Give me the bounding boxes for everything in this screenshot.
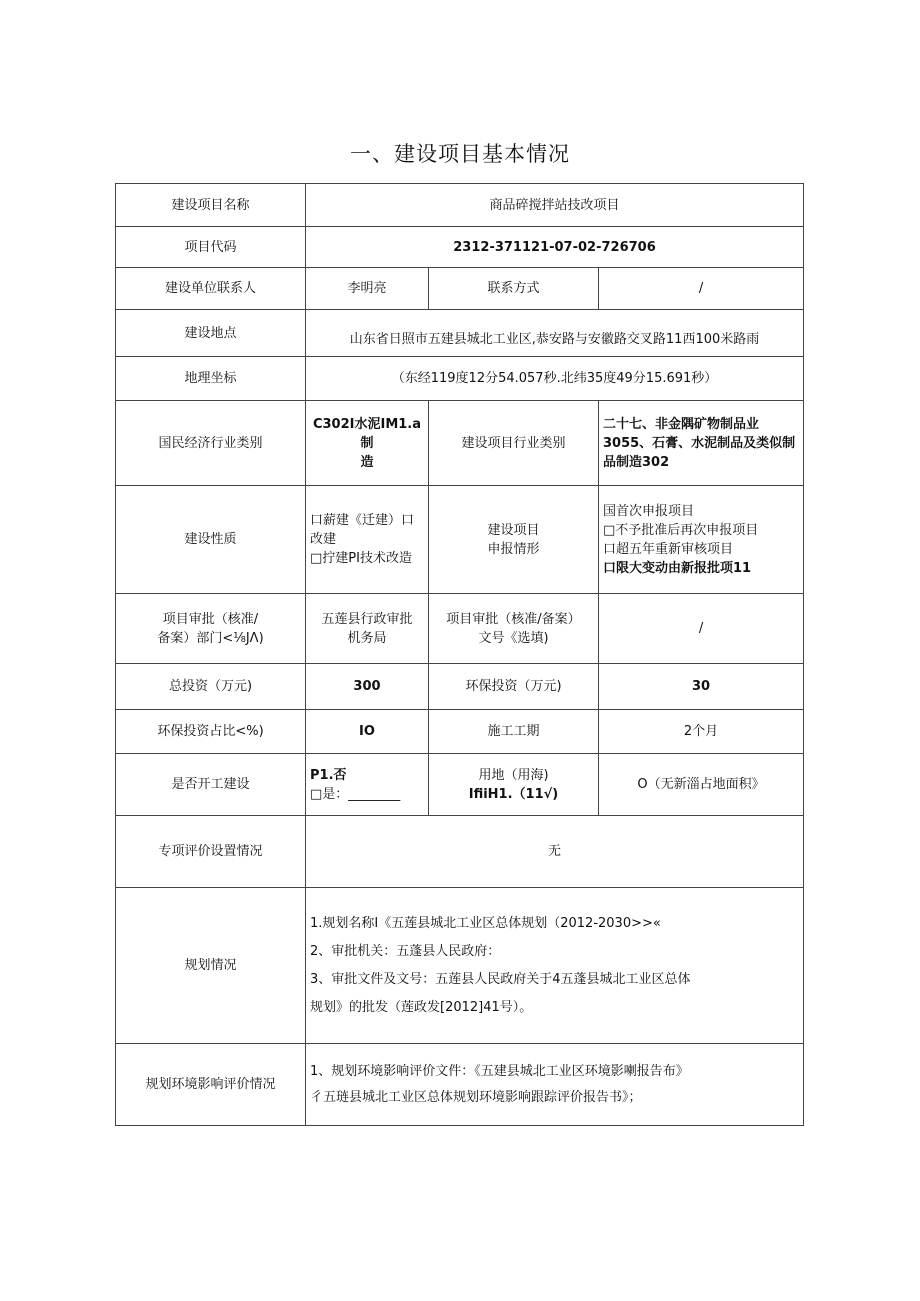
row-contact (116, 268, 804, 310)
started-option-no: P1.否 (310, 767, 347, 783)
value-special-eval: 无 (306, 816, 804, 888)
value-total-investment: 300 (306, 664, 429, 710)
label-declaration (429, 486, 599, 594)
row-special (116, 816, 804, 888)
label-land-use-line: IfiiH1.（11√) (468, 786, 559, 802)
label-total-investment: 总投资（万元) (116, 664, 306, 710)
label-construction-period: 施工工期 (429, 710, 599, 754)
row-project-name (116, 184, 804, 227)
declaration-option: □不予批准后再次申报项目 (603, 522, 759, 538)
label-env-ratio: 环保投资占比<%) (116, 710, 306, 754)
value-planning-env (306, 1044, 804, 1126)
value-nature (306, 486, 429, 594)
label-coords: 地理坐标 (116, 357, 306, 401)
label-approval-dept-line: 备案）部门<⅛JΛ) (157, 630, 264, 646)
value-project-code: 2312-371121-07-02-726706 (306, 227, 804, 268)
value-env-ratio: IO (306, 710, 429, 754)
value-coords: （东经119度12分54.057秒.北纬35度49分15.691秒） (306, 357, 804, 401)
label-special-eval: 专项评价设置情况 (116, 816, 306, 888)
value-project-industry-line: 3055、石膏、水泥制品及类似制 (603, 435, 796, 451)
planning-line: 1.规划名称I《五莲县城北工业区总体规划（2012-2030>>« (310, 916, 661, 931)
value-declaration (599, 486, 804, 594)
label-declaration-line: 申报情形 (487, 541, 540, 557)
value-project-industry-line: 二十七、非金隅矿物制品业 (603, 416, 760, 432)
label-contact-method: 联系方式 (429, 268, 599, 310)
declaration-option: 口限大变动由新报批项11 (603, 560, 752, 576)
label-industry: 国民经济行业类别 (116, 401, 306, 486)
value-planning (306, 888, 804, 1044)
value-approval-dept-line: 五莲县行政审批 (321, 611, 413, 627)
label-land-use (429, 754, 599, 816)
nature-option: □拧建PI技术改造 (310, 551, 412, 566)
label-approval-dept (116, 594, 306, 664)
label-approval-doc (429, 594, 599, 664)
nature-option: 口薪建《迁建）口 (310, 513, 415, 528)
planning-env-line: 1、规划环境影响评价文件：《五建县城北工业区环境影喇报告布》 (310, 1064, 689, 1079)
planning-line: 规划》的批发（莲政发[2012]41号）。 (310, 1000, 533, 1015)
label-declaration-line: 建设项目 (487, 522, 540, 538)
value-project-industry-line: 品制造302 (603, 454, 670, 470)
row-ratio (116, 710, 804, 754)
value-contact: 李明亮 (306, 268, 429, 310)
value-industry (306, 401, 429, 486)
label-project-industry: 建设项目行业类别 (429, 401, 599, 486)
nature-option: 改建 (310, 532, 337, 547)
planning-line: 2、审批机关：五蓬县人民政府： (310, 944, 501, 959)
row-planning-env (116, 1044, 804, 1126)
row-location (116, 310, 804, 357)
label-location: 建设地点 (116, 310, 306, 357)
planning-env-line: 彳五琏县城北工业区总体规划环境影响跟踪评价报告书》； (310, 1090, 642, 1105)
label-started: 是否开工建设 (116, 754, 306, 816)
label-env-investment: 环保投资（万元) (429, 664, 599, 710)
page-title: 一、建设项目基本情况 (350, 142, 570, 166)
row-industry (116, 401, 804, 486)
label-approval-doc-line: 项目审批（核准/备案） (446, 611, 581, 627)
label-nature: 建设性质 (116, 486, 306, 594)
row-investment (116, 664, 804, 710)
value-project-name: 商品碎搅拌站技改项目 (306, 184, 804, 227)
row-planning (116, 888, 804, 1044)
row-approval (116, 594, 804, 664)
value-env-investment: 30 (599, 664, 804, 710)
label-contact: 建设单位联系人 (116, 268, 306, 310)
value-land-use: O（无新淄占地面积》 (599, 754, 804, 816)
row-nature (116, 486, 804, 594)
value-industry-line: 造 (360, 454, 374, 470)
label-project-name: 建设项目名称 (116, 184, 306, 227)
label-planning: 规划情况 (116, 888, 306, 1044)
label-approval-doc-line: 文号《选填) (478, 630, 549, 646)
label-planning-env: 规划环境影响评价情况 (116, 1044, 306, 1126)
value-project-industry (599, 401, 804, 486)
label-project-code: 项目代码 (116, 227, 306, 268)
value-contact-method: / (599, 268, 804, 310)
value-started (306, 754, 429, 816)
project-info-table (115, 183, 804, 1126)
row-started (116, 754, 804, 816)
planning-line: 3、审批文件及文号：五莲县人民政府关于4五蓬县城北工业区总体 (310, 972, 691, 987)
declaration-option: 口超五年重新审核项目 (603, 541, 734, 557)
value-approval-dept (306, 594, 429, 664)
row-project-code (116, 227, 804, 268)
row-coords (116, 357, 804, 401)
value-approval-doc: / (599, 594, 804, 664)
started-option-yes: □是：________ (310, 786, 401, 802)
value-industry-line: C302I水泥IM1.a制 (312, 416, 422, 451)
value-location: 山东省日照市五建县城北工业区,恭安路与安徽路交叉路11西100米路雨 (306, 310, 804, 357)
label-approval-dept-line: 项目审批（核准/ (162, 611, 259, 627)
label-land-use-line: 用地（用海) (478, 767, 549, 783)
declaration-option: 国首次申报项目 (603, 503, 695, 519)
value-construction-period: 2个月 (599, 710, 804, 754)
value-approval-dept-line: 机务局 (347, 630, 387, 646)
